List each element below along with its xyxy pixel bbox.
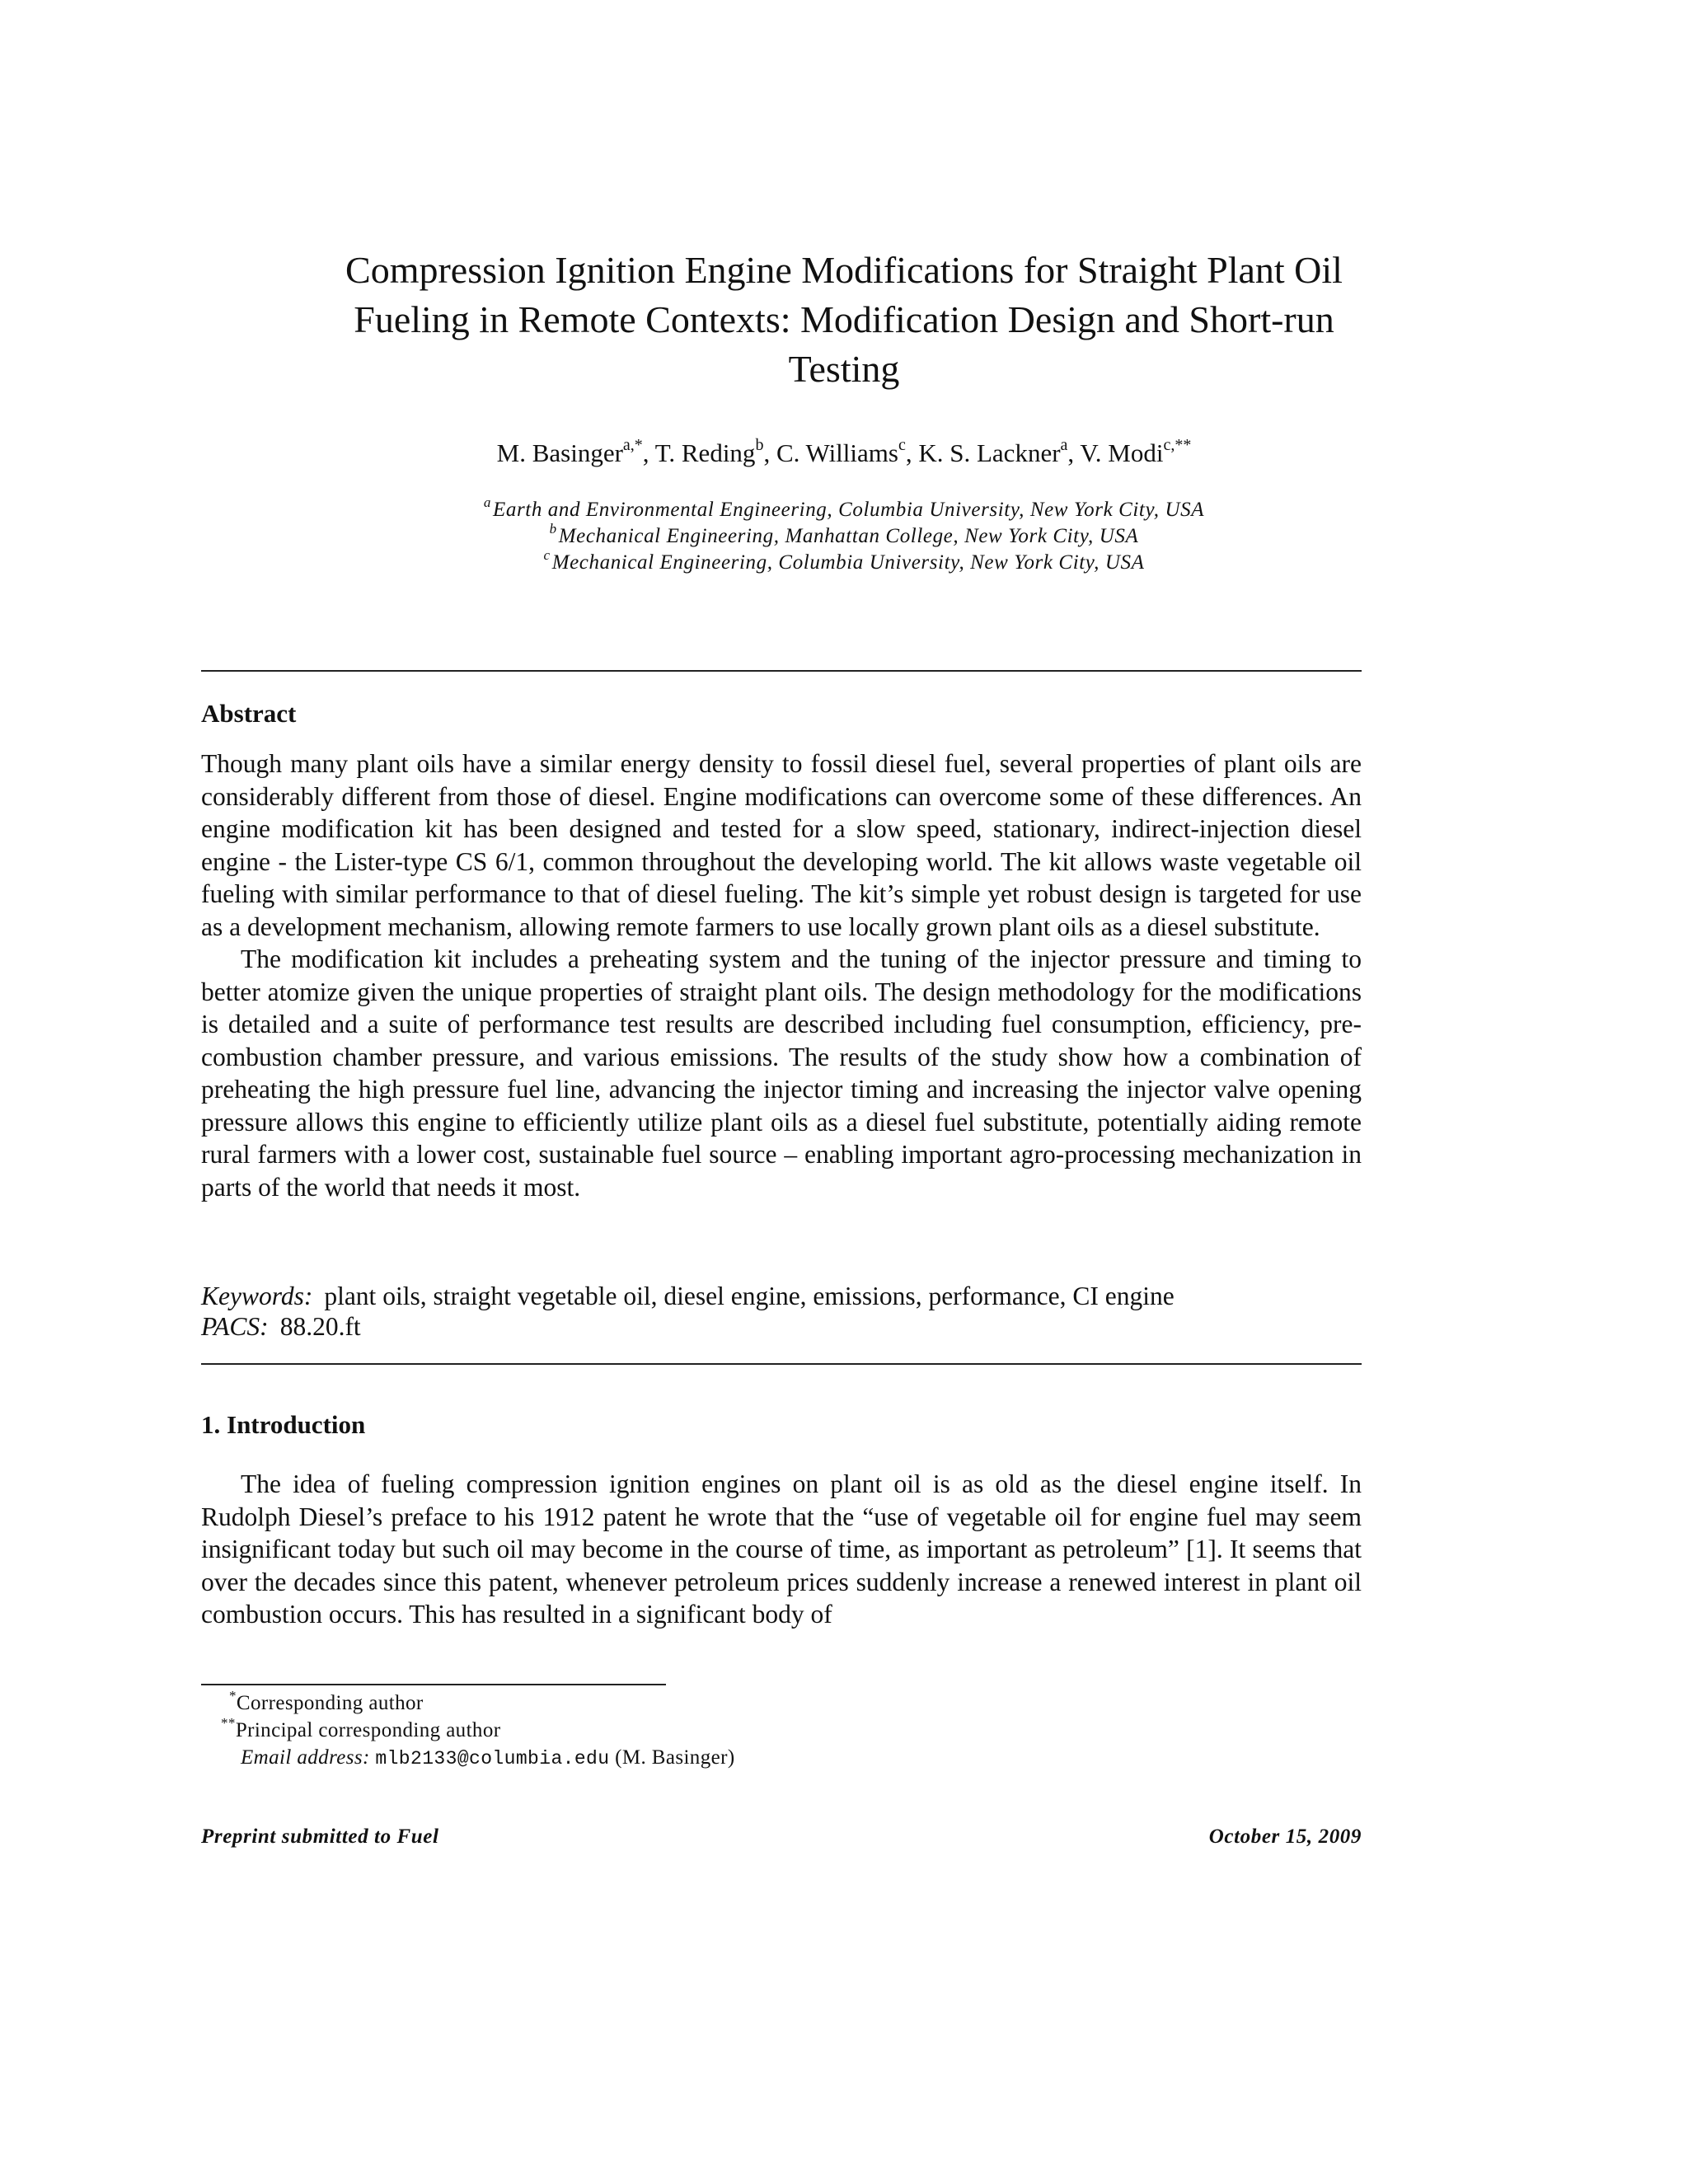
keywords-value: plant oils, straight vegetable oil, diesel engine, emissions, performance, CI engine (324, 1282, 1175, 1310)
affiliation-mark: a (483, 494, 491, 510)
author-list (165, 437, 1523, 470)
affiliation-mark: b (549, 520, 557, 537)
author-separator: , (763, 438, 776, 467)
affiliation-list (165, 494, 1523, 576)
footnote-email (201, 1744, 735, 1773)
footnote-mark: * (229, 1687, 237, 1704)
paper-title (165, 246, 1523, 394)
pacs-value: 88.20.ft (279, 1312, 361, 1341)
abstract-top-rule (201, 670, 1362, 672)
footnote-text: Principal corresponding author (235, 1719, 501, 1741)
author-affiliation-mark: a,* (622, 435, 643, 454)
title-line: Fueling in Remote Contexts: Modification Design and Short-run (354, 298, 1334, 340)
author-affiliation-mark: b (755, 435, 764, 454)
author-affiliation-mark: a (1060, 435, 1068, 454)
email-label: Email address: (241, 1746, 370, 1769)
title-line: Compression Ignition Engine Modifications for Straight Plant Oil (345, 249, 1343, 291)
footer-date: October 15, 2009 (1208, 1825, 1362, 1848)
pacs-label: PACS: (201, 1312, 269, 1341)
introduction-body (201, 1468, 1362, 1631)
abstract-body (201, 748, 1362, 1203)
abstract-heading: Abstract (201, 699, 297, 728)
footer-journal: Preprint submitted to Fuel (201, 1825, 439, 1848)
author-separator: , (905, 438, 919, 467)
footnote (201, 1687, 735, 1717)
keywords-row (201, 1281, 1362, 1311)
abstract-paragraph: Though many plant oils have a similar energy density to fossil diesel fuel, several properties of plant oils are considerably different from those of diesel. Engine modifications can overcome some of these differences. An engine modification kit has been designed and tested for a slow speed, stationary, indirect-injection diesel engine - the Lister-type CS 6/1, common throughout the developing world. The kit allows waste vegetable oil fueling with similar performance to that of diesel fueling. The kit’s simple yet robust design is targeted for use as a development mechanism, allowing remote farmers to use locally grown plant oils as a diesel substitute. (201, 749, 1362, 941)
introduction-paragraph: The idea of fueling compression ignition engines on plant oil is as old as the diesel engine itself. In Rudolph Diesel’s preface to his 1912 patent he wrote that the “use of vegetable oil for engine fuel may seem insignificant today but such oil may become in the course of time, as important as petroleum” [1]. It seems that over the decades since this patent, whenever petroleum prices suddenly increase a renewed interest in plant oil combustion occurs. This has resulted in a significant body of (201, 1469, 1362, 1629)
email-link[interactable]: mlb2133@columbia.edu (375, 1748, 610, 1769)
affiliation (165, 494, 1523, 523)
affiliation (165, 546, 1523, 576)
email-owner: (M. Basinger) (615, 1746, 735, 1769)
author-name: K. S. Lackner (918, 438, 1061, 467)
footnote-mark: ** (221, 1714, 236, 1731)
abstract-paragraph: The modification kit includes a preheating system and the tuning of the injector pressure and timing to better atomize given the unique properties of straight plant oils. The design methodology for the modifications is detailed and a suite of performance test results are described including fuel consumption, efficiency, pre-combustion chamber pressure, and various emissions. The results of the study show how a combination of preheating the high pressure fuel line, advancing the injector timing and increasing the injector valve opening pressure allows this engine to efficiently utilize plant oils as a diesel fuel substitute, potentially aiding remote rural farmers with a lower cost, sustainable fuel source – enabling important agro-processing mechanization in parts of the world that needs it most. (201, 944, 1362, 1202)
footnote-rule (201, 1684, 666, 1685)
affiliation-text: Earth and Environmental Engineering, Columbia University, New York City, USA (492, 499, 1205, 521)
author-separator: , (1067, 438, 1081, 467)
affiliation-text: Mechanical Engineering, Columbia University, New York City, USA (551, 551, 1145, 574)
affiliation (165, 520, 1523, 550)
affiliation-text: Mechanical Engineering, Manhattan College, New York City, USA (558, 525, 1139, 547)
footnotes (201, 1687, 735, 1773)
page-footer (201, 1824, 1362, 1850)
author-name: V. Modi (1080, 438, 1164, 467)
section-heading: 1. Introduction (201, 1410, 366, 1439)
author-separator: , (642, 438, 655, 467)
author-affiliation-mark: c (898, 435, 906, 454)
author-name: T. Reding (654, 438, 756, 467)
title-line: Testing (788, 348, 900, 390)
abstract-bottom-rule (201, 1363, 1362, 1365)
affiliation-mark: c (543, 546, 551, 563)
pacs-row (201, 1311, 1362, 1342)
footnote (201, 1714, 735, 1744)
keywords-block (201, 1281, 1362, 1342)
author-affiliation-mark: c,** (1163, 435, 1192, 454)
author-name: M. Basinger (496, 438, 623, 467)
footnote-text: Corresponding author (236, 1692, 424, 1714)
author-name: C. Williams (776, 438, 898, 467)
keywords-label: Keywords: (201, 1282, 313, 1310)
